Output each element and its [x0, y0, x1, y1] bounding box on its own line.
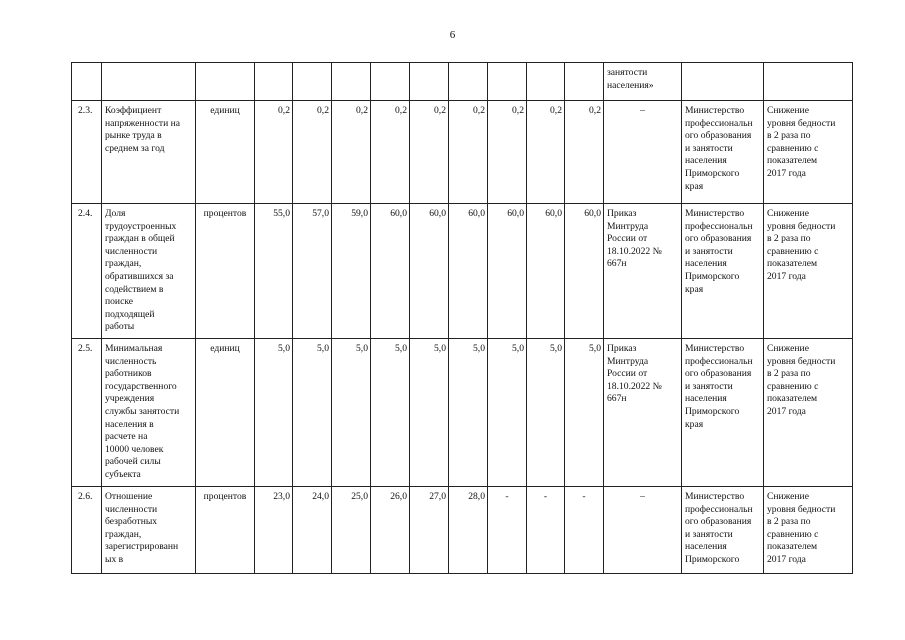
- value-cell: 5,0: [371, 339, 410, 487]
- value-cell: 0,2: [255, 101, 293, 204]
- value-cell: 5,0: [293, 339, 332, 487]
- value-cell: 60,0: [449, 204, 488, 339]
- value-cell: 27,0: [410, 487, 449, 574]
- row-number: 2.6.: [72, 487, 102, 574]
- table-row: [72, 204, 853, 339]
- value-cell: 55,0: [255, 204, 293, 339]
- value-cell: -: [527, 487, 565, 574]
- unit-cell: единиц: [196, 339, 255, 487]
- basis-cell: –: [604, 487, 682, 574]
- value-cell: 60,0: [488, 204, 527, 339]
- responsible-cell: Министерство профессиональн ого образования и занятости населения Приморского края: [682, 204, 764, 339]
- value-cell: 5,0: [410, 339, 449, 487]
- table-row: [72, 101, 853, 204]
- result-cell: Снижение уровня бедности в 2 раза по сравнению с показателем 2017 года: [764, 204, 853, 339]
- value-cell: 0,2: [449, 101, 488, 204]
- value-cell: 24,0: [293, 487, 332, 574]
- value-cell: -: [565, 487, 604, 574]
- result-cell: Снижение уровня бедности в 2 раза по сравнению с показателем 2017 года: [764, 487, 853, 574]
- cell-empty: [410, 63, 449, 101]
- value-cell: 60,0: [410, 204, 449, 339]
- basis-cell: Приказ Минтруда России от 18.10.2022 № 667н: [604, 339, 682, 487]
- cell-empty: [449, 63, 488, 101]
- value-cell: 5,0: [255, 339, 293, 487]
- unit-cell: процентов: [196, 204, 255, 339]
- result-cell: Снижение уровня бедности в 2 раза по сравнению с показателем 2017 года: [764, 339, 853, 487]
- value-cell: -: [488, 487, 527, 574]
- value-cell: 5,0: [332, 339, 371, 487]
- cell-empty: [255, 63, 293, 101]
- cell-empty: [682, 63, 764, 101]
- basis-cell: Приказ Минтруда России от 18.10.2022 № 667н: [604, 204, 682, 339]
- value-cell: 5,0: [449, 339, 488, 487]
- unit-cell: единиц: [196, 101, 255, 204]
- value-cell: 5,0: [565, 339, 604, 487]
- indicator-name: Доля трудоустроенных граждан в общей численности граждан, обратившихся за содействием в поиске подходящей работы: [102, 204, 196, 339]
- value-cell: 26,0: [371, 487, 410, 574]
- responsible-cell: Министерство профессиональн ого образования и занятости населения Приморского края: [682, 339, 764, 487]
- cell-empty: [72, 63, 102, 101]
- value-cell: 60,0: [565, 204, 604, 339]
- indicator-name: Отношение численности безработных граждан, зарегистрированн ых в: [102, 487, 196, 574]
- responsible-cell: Министерство профессиональн ого образования и занятости населения Приморского: [682, 487, 764, 574]
- cell-empty: [764, 63, 853, 101]
- responsible-cell: Министерство профессиональн ого образования и занятости населения Приморского края: [682, 101, 764, 204]
- cell-empty: [102, 63, 196, 101]
- cell-empty: [371, 63, 410, 101]
- continuation-row: [72, 63, 853, 101]
- cell-empty: [565, 63, 604, 101]
- value-cell: 60,0: [371, 204, 410, 339]
- indicator-name: Минимальная численность работников государственного учреждения службы занятости населения в расчете на 10000 человек рабочей силы субъекта: [102, 339, 196, 487]
- value-cell: 5,0: [488, 339, 527, 487]
- basis-cell: –: [604, 101, 682, 204]
- cell-empty: [293, 63, 332, 101]
- value-cell: 0,2: [488, 101, 527, 204]
- cell-empty: [332, 63, 371, 101]
- value-cell: 0,2: [293, 101, 332, 204]
- indicator-name: Коэффициент напряженности на рынке труда в среднем за год: [102, 101, 196, 204]
- unit-cell: процентов: [196, 487, 255, 574]
- row-number: 2.5.: [72, 339, 102, 487]
- page-number: 6: [449, 29, 456, 41]
- result-cell: Снижение уровня бедности в 2 раза по сравнению с показателем 2017 года: [764, 101, 853, 204]
- indicators-table: [71, 62, 853, 574]
- value-cell: 60,0: [527, 204, 565, 339]
- value-cell: 23,0: [255, 487, 293, 574]
- table-row: [72, 487, 853, 574]
- value-cell: 0,2: [410, 101, 449, 204]
- row-number: 2.3.: [72, 101, 102, 204]
- value-cell: 0,2: [332, 101, 371, 204]
- value-cell: 59,0: [332, 204, 371, 339]
- value-cell: 0,2: [371, 101, 410, 204]
- value-cell: 28,0: [449, 487, 488, 574]
- value-cell: 57,0: [293, 204, 332, 339]
- row-number: 2.4.: [72, 204, 102, 339]
- basis-cell: занятости населения»: [604, 63, 682, 101]
- value-cell: 25,0: [332, 487, 371, 574]
- table-row: [72, 339, 853, 487]
- value-cell: 5,0: [527, 339, 565, 487]
- cell-empty: [527, 63, 565, 101]
- cell-empty: [488, 63, 527, 101]
- value-cell: 0,2: [527, 101, 565, 204]
- cell-empty: [196, 63, 255, 101]
- value-cell: 0,2: [565, 101, 604, 204]
